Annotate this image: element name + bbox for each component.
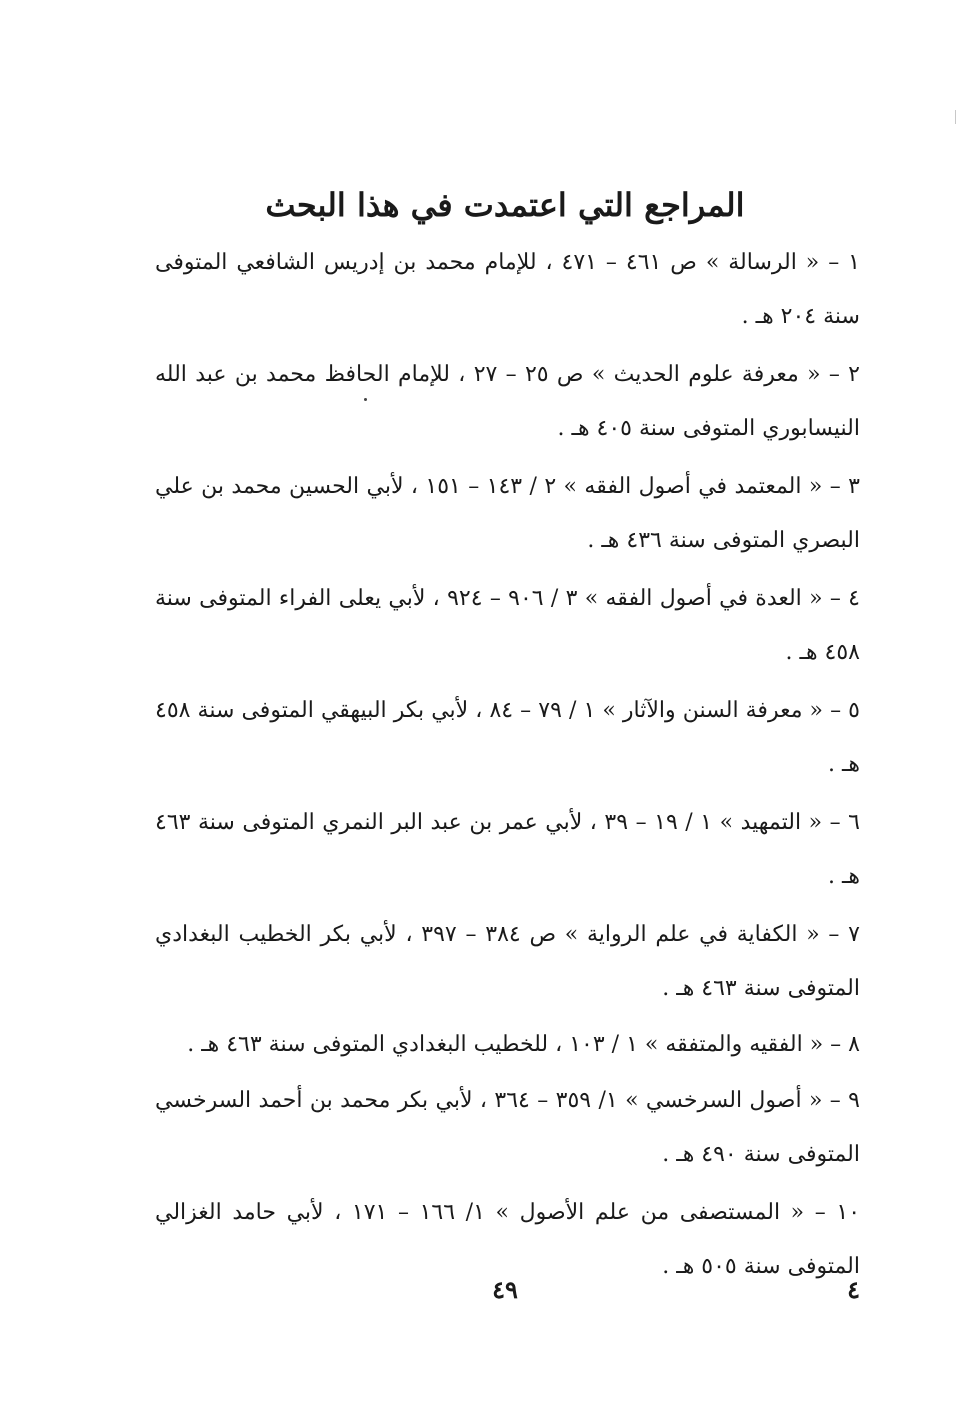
signature-mark: ٤	[847, 1275, 860, 1304]
page-title: المراجع التي اعتمدت في هذا البحث	[265, 186, 745, 225]
page-footer	[0, 1270, 974, 1310]
references-list	[155, 236, 860, 1294]
reference-item-9: ٩ – « أصول السرخسي » ١/ ٣٥٩ – ٣٦٤ ، لأبي بكر محمد بن أحمد السرخسي المتوفى سنة ٤٩٠ هـ .	[155, 1088, 860, 1167]
stray-ink-dot	[364, 398, 367, 401]
reference-item-7: ٧ – « الكفاية في علم الرواية » ص ٣٨٤ – ٣٩٧ ، لأبي بكر الخطيب البغدادي المتوفى سنة ٤٦٣ هـ .	[155, 922, 860, 1001]
reference-item-8: ٨ – « الفقيه والمتفقه » ١ / ١٠٣ ، للخطيب البغدادي المتوفى سنة ٤٦٣ هـ .	[187, 1032, 860, 1057]
page-number: ٤٩	[492, 1275, 518, 1304]
reference-item-2: ٢ – « معرفة علوم الحديث » ص ٢٥ – ٢٧ ، للإمام الحافظ محمد بن عبد الله النيسابوري المتوفى سنة ٤٠٥ هـ .	[155, 362, 860, 441]
page-edge-mark	[955, 110, 956, 124]
reference-item-4: ٤ – « العدة في أصول الفقه » ٣ / ٩٠٦ – ٩٢٤ ، لأبي يعلى الفراء المتوفى سنة ٤٥٨ هـ .	[155, 586, 860, 665]
reference-item-5: ٥ – « معرفة السنن والآثار » ١ / ٧٩ – ٨٤ ، لأبي بكر البيهقي المتوفى سنة ٤٥٨ هـ .	[155, 698, 860, 777]
reference-item-3: ٣ – « المعتمد في أصول الفقه » ٢ / ١٤٣ – ١٥١ ، لأبي الحسين محمد بن علي البصري المتوفى سنة ٤٣٦ هـ .	[155, 474, 860, 553]
reference-item-10: ١٠ – « المستصفى من علم الأصول » ١/ ١٦٦ – ١٧١ ، لأبي حامد الغزالي المتوفى سنة ٥٠٥ هـ .	[155, 1200, 861, 1279]
reference-item-6: ٦ – « التمهيد » ١ / ١٩ – ٣٩ ، لأبي عمر بن عبد البر النمري المتوفى سنة ٤٦٣ هـ .	[155, 810, 860, 889]
reference-item-1: ١ – « الرسالة » ص ٤٦١ – ٤٧١ ، للإمام محمد بن إدريس الشافعي المتوفى سنة ٢٠٤ هـ .	[155, 250, 860, 329]
